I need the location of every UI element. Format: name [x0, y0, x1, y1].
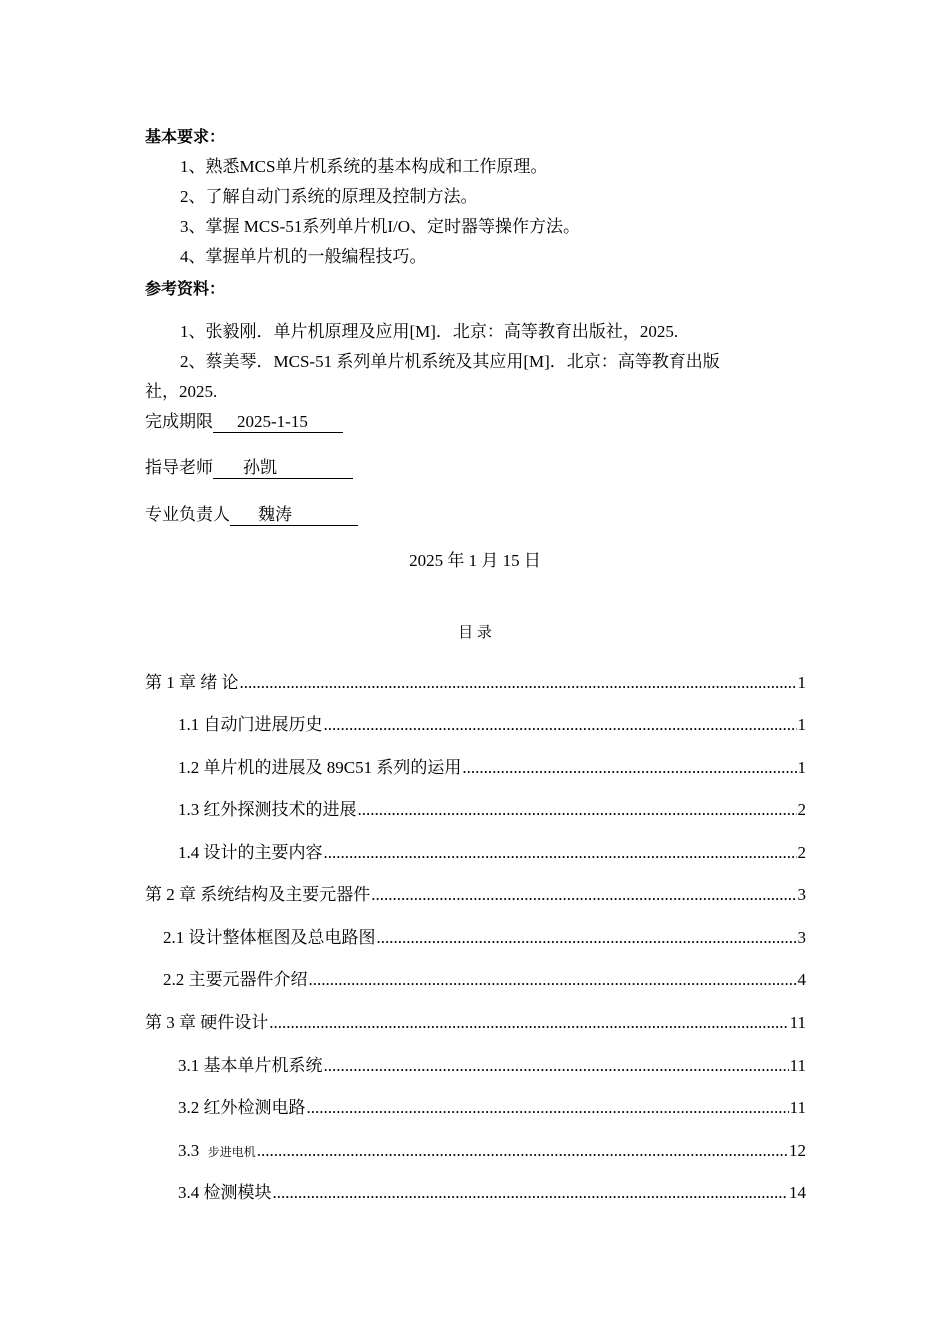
toc-entry-label: 2.2 主要元器件介绍 — [163, 970, 308, 989]
deadline-label: 完成期限 — [145, 412, 213, 431]
toc-entry[interactable] — [178, 842, 806, 864]
toc-entry-label: 第 1 章 绪 论 — [145, 673, 239, 692]
toc-entry-page: 3 — [797, 885, 806, 904]
toc-leader-dots — [324, 842, 797, 864]
toc-entry-page: 11 — [789, 1056, 806, 1075]
toc-entry-label — [178, 1140, 256, 1163]
reference-item: 2、蔡美琴．MCS-51 系列单片机系统及其应用[M]．北京：高等教育出版 — [180, 352, 720, 371]
requirement-item: 1、熟悉MCS单片机系统的基本构成和工作原理。 — [180, 157, 548, 176]
toc-leader-dots — [462, 757, 796, 779]
toc-entry[interactable] — [178, 757, 806, 779]
toc-entry[interactable] — [178, 714, 806, 736]
toc-leader-dots — [377, 927, 797, 949]
toc-entry[interactable] — [145, 884, 806, 906]
toc-entry-page: 11 — [789, 1013, 806, 1032]
toc-entry-page: 14 — [789, 1183, 806, 1202]
toc-entry-page: 1 — [797, 758, 806, 777]
toc-entry-label: 1.2 单片机的进展及 89C51 系列的运用 — [178, 758, 462, 777]
toc-leader-dots — [358, 799, 797, 821]
toc-leader-dots — [309, 969, 797, 991]
toc-entry-label: 3.2 红外检测电路 — [178, 1098, 306, 1117]
requirements-heading: 基本要求： — [145, 127, 226, 146]
toc-entry-number: 3.3 — [178, 1141, 200, 1160]
toc-entry-label: 3.1 基本单片机系统 — [178, 1056, 323, 1075]
deadline-field — [145, 411, 343, 433]
toc-entry-label: 1.4 设计的主要内容 — [178, 843, 323, 862]
toc-leader-dots — [324, 714, 797, 736]
toc-leader-dots — [240, 672, 797, 694]
toc-entry[interactable] — [178, 1097, 806, 1119]
toc-entry[interactable] — [178, 1140, 806, 1163]
toc-entry-text: 步进电机 — [207, 1145, 256, 1159]
head-field — [145, 504, 358, 526]
toc-entry[interactable] — [163, 927, 806, 949]
toc-entry[interactable] — [178, 1182, 806, 1204]
toc-leader-dots — [269, 1012, 788, 1034]
head-value: 魏涛 — [230, 505, 358, 526]
toc-entry[interactable] — [145, 1012, 806, 1034]
toc-entry-page: 11 — [789, 1098, 806, 1117]
toc-entry-page: 3 — [797, 928, 806, 947]
toc-leader-dots — [257, 1140, 788, 1162]
toc-title: 目 录 — [458, 625, 492, 641]
toc-entry[interactable] — [178, 799, 806, 821]
head-label: 专业负责人 — [145, 505, 230, 524]
toc-leader-dots — [324, 1055, 789, 1077]
toc-entry-page: 1 — [797, 715, 806, 734]
toc-entry-page: 1 — [797, 673, 806, 692]
requirement-item: 3、掌握 MCS-51系列单片机I/O、定时器等操作方法。 — [180, 217, 580, 236]
toc-leader-dots — [307, 1097, 789, 1119]
toc-entry[interactable] — [145, 672, 806, 694]
toc-entry-label: 2.1 设计整体框图及总电路图 — [163, 928, 376, 947]
toc-entry-page: 2 — [797, 843, 806, 862]
requirement-item: 2、了解自动门系统的原理及控制方法。 — [180, 187, 478, 206]
toc-entry-label: 1.1 自动门进展历史 — [178, 715, 323, 734]
document-date: 2025 年 1 月 15 日 — [409, 551, 541, 570]
advisor-field — [145, 457, 353, 479]
toc-entry[interactable] — [178, 1055, 806, 1077]
toc-entry[interactable] — [163, 969, 806, 991]
toc-entry-page: 4 — [797, 970, 806, 989]
reference-item: 1、张毅刚．单片机原理及应用[M]．北京：高等教育出版社，2025. — [180, 322, 679, 341]
requirement-item: 4、掌握单片机的一般编程技巧。 — [180, 247, 427, 266]
toc-leader-dots — [371, 884, 796, 906]
toc-entry-page: 2 — [797, 800, 806, 819]
toc-entry-label: 第 2 章 系统结构及主要元器件 — [145, 885, 371, 904]
toc-entry-page: 12 — [789, 1141, 806, 1160]
toc-entry-label: 第 3 章 硬件设计 — [145, 1013, 269, 1032]
toc-entry-label: 1.3 红外探测技术的进展 — [178, 800, 357, 819]
references-heading: 参考资料： — [145, 279, 226, 298]
toc-leader-dots — [273, 1182, 789, 1204]
advisor-label: 指导老师 — [145, 458, 213, 477]
advisor-value: 孙凯 — [213, 458, 353, 479]
reference-item-continuation: 社，2025. — [145, 382, 218, 401]
deadline-value: 2025-1-15 — [213, 412, 343, 433]
toc-entry-label: 3.4 检测模块 — [178, 1183, 272, 1202]
